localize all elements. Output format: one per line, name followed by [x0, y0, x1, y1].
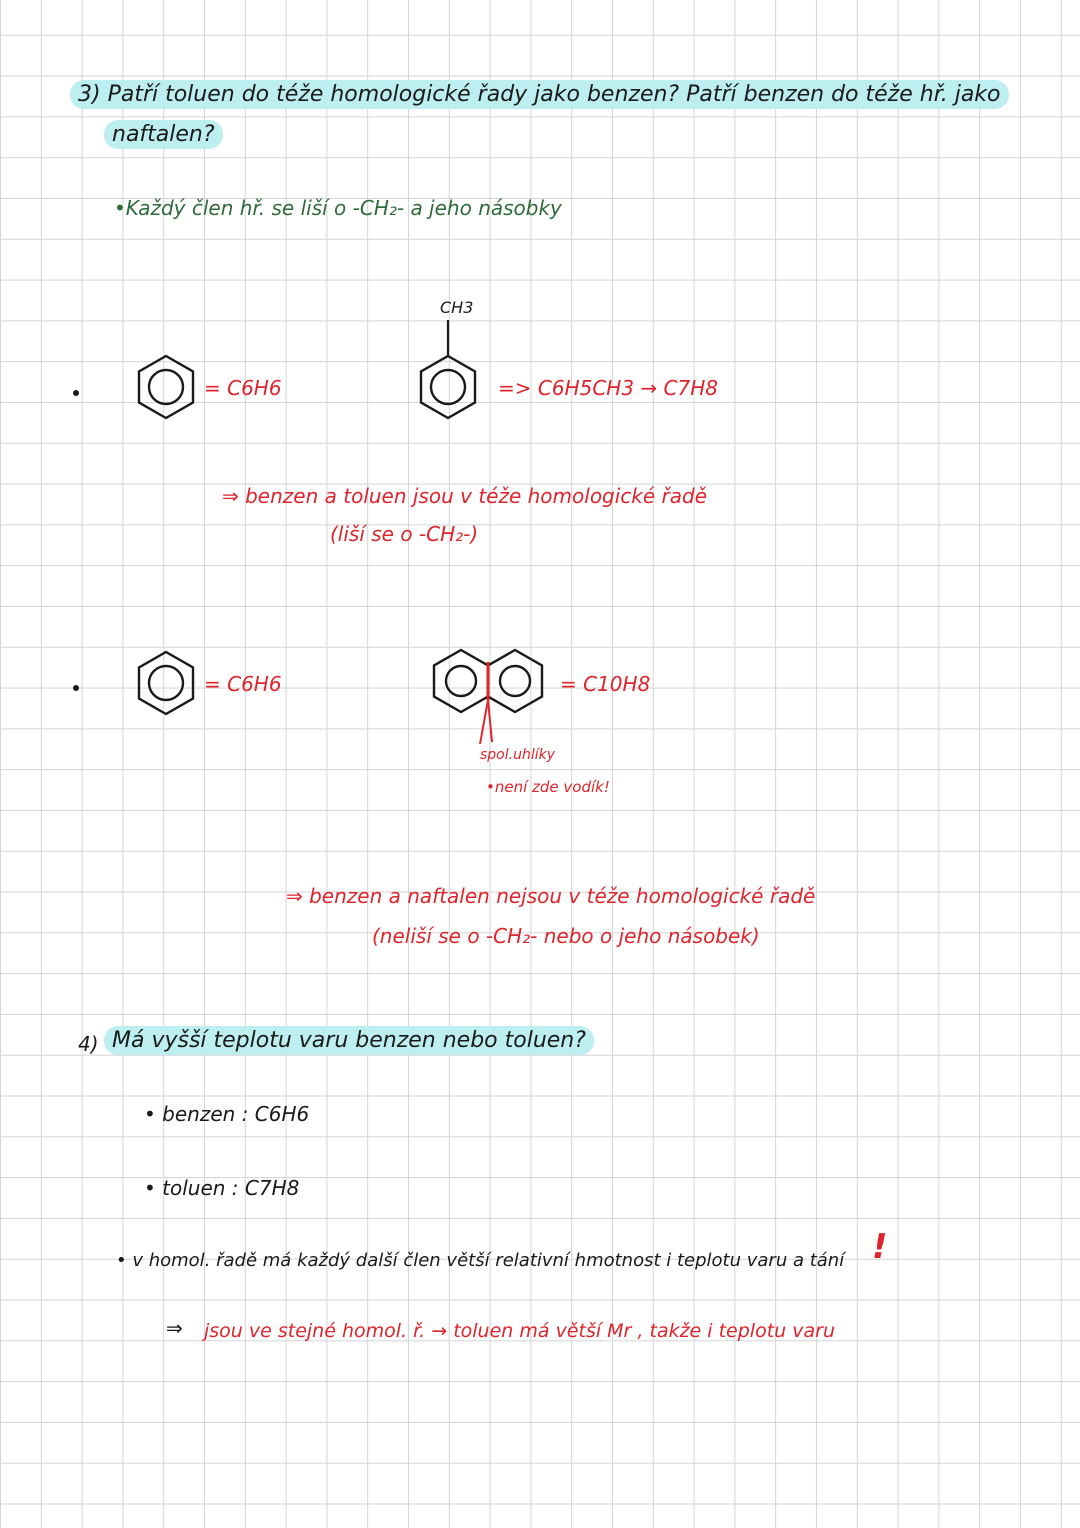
bullet-row2	[73, 685, 79, 691]
benzene-structure-1	[136, 354, 196, 420]
benzene-formula-1: = C6H6	[204, 376, 282, 400]
benzene-item: • benzen : C6H6	[144, 1102, 310, 1126]
naphthalene-formula: = C10H8	[560, 672, 651, 696]
bullet-row1	[73, 390, 79, 396]
homologous-rule: •Každý člen hř. se liší o -CH₂- a jeho násobky	[114, 196, 562, 220]
conclusion-1-line2: (liší se o -CH₂-)	[330, 522, 479, 546]
benzene-structure-2	[136, 650, 196, 716]
no-hydrogen-note: •není zde vodík!	[486, 778, 610, 796]
conclusion-1-line1: ⇒ benzen a toluen jsou v téže homologické řadě	[222, 484, 708, 508]
toluene-formula: => C6H5CH3 → C7H8	[498, 376, 718, 400]
question-4-number: 4)	[78, 1032, 99, 1056]
question-3-line1	[70, 84, 1009, 106]
benzene-formula-2: = C6H6	[204, 672, 282, 696]
question-3-line2	[104, 124, 223, 146]
toluene-structure	[418, 320, 478, 432]
conclusion-2-line1: ⇒ benzen a naftalen nejsou v téže homologické řadě	[286, 884, 816, 908]
methyl-label: CH3	[440, 298, 474, 317]
final-arrow: ⇒	[166, 1316, 183, 1340]
toluene-item: • toluen : C7H8	[144, 1176, 300, 1200]
homologous-rule-2: • v homol. řadě má každý další člen větší relativní hmotnost i teplotu varu a tání	[116, 1250, 845, 1271]
question-4-text	[104, 1030, 594, 1052]
naphthalene-structure	[434, 648, 546, 748]
shared-carbons-note: spol.uhlíky	[480, 747, 556, 763]
question-3-line2-text: naftalen?	[104, 120, 223, 149]
conclusion-2-line2: (neliší se o -CH₂- nebo o jeho násobek)	[372, 924, 760, 948]
question-3-line1-text: 3) Patří toluen do téže homologické řady jako benzen? Patří benzen do téže hř. jako	[70, 80, 1009, 109]
final-conclusion: jsou ve stejné homol. ř. → toluen má větší Mr , takže i teplotu varu	[204, 1320, 835, 1342]
warning-icon: !	[872, 1227, 888, 1267]
question-4-text-content: Má vyšší teplotu varu benzen nebo toluen?	[104, 1026, 594, 1055]
